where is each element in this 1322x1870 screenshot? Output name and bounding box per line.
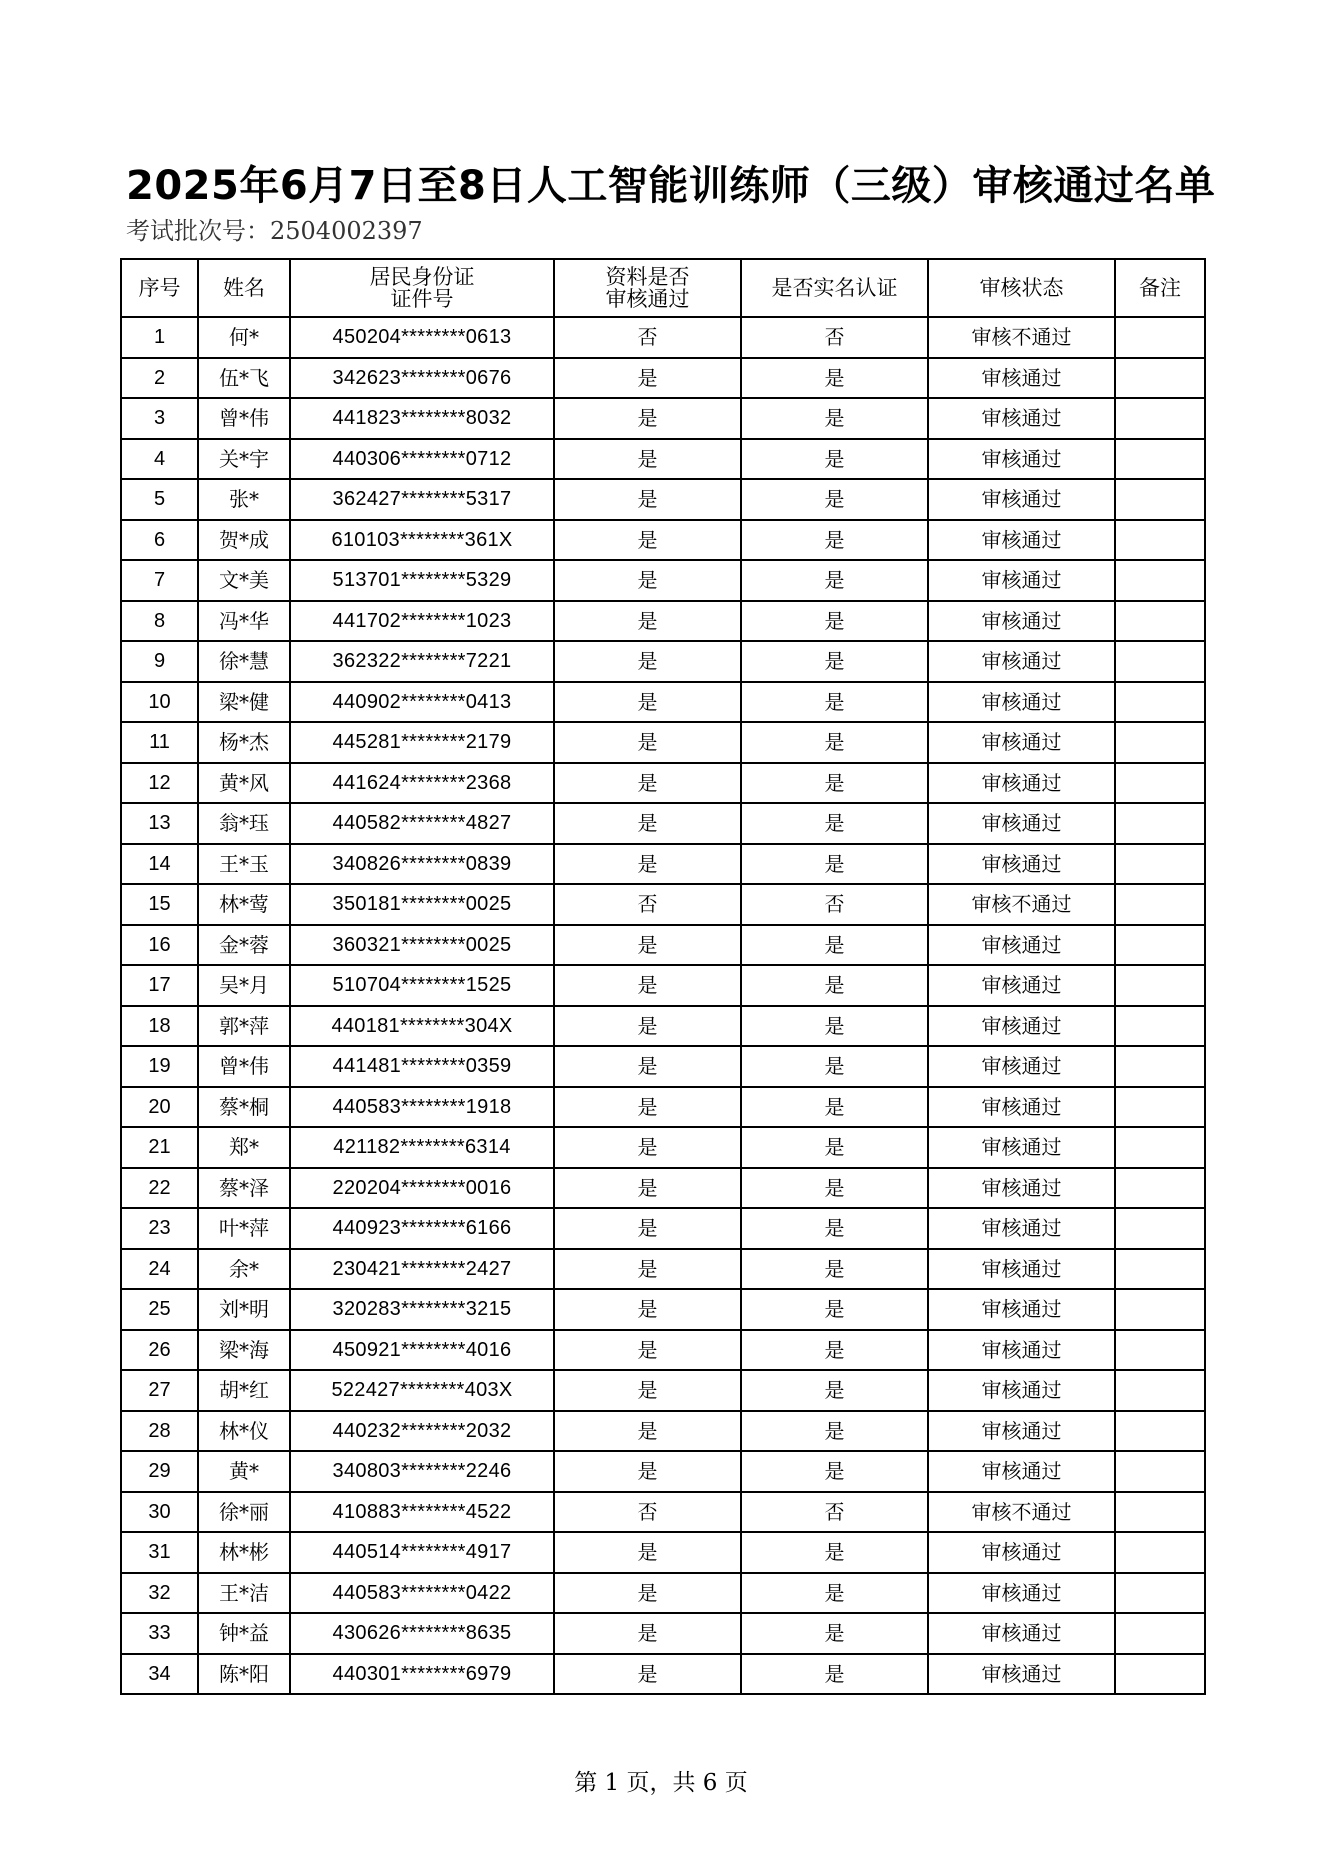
realname-verified: 是: [741, 398, 928, 439]
id-number: 441624********2368: [290, 763, 554, 804]
row-index: 8: [121, 601, 198, 642]
candidate-name: 文*美: [198, 560, 290, 601]
candidate-name: 梁*海: [198, 1330, 290, 1371]
materials-approved: 是: [554, 1127, 741, 1168]
row-index: 14: [121, 844, 198, 885]
page-number: 第 1 页，共 6 页: [574, 1770, 748, 1796]
materials-approved: 是: [554, 1006, 741, 1047]
review-status: 审核通过: [928, 398, 1115, 439]
note-cell: [1115, 479, 1205, 520]
table-row: [121, 560, 1205, 601]
review-status: 审核通过: [928, 722, 1115, 763]
review-status: 审核通过: [928, 1573, 1115, 1614]
review-status: 审核通过: [928, 1208, 1115, 1249]
table-row: [121, 925, 1205, 966]
materials-approved: 是: [554, 1168, 741, 1209]
row-index: 33: [121, 1613, 198, 1654]
note-cell: [1115, 844, 1205, 885]
id-number: 445281********2179: [290, 722, 554, 763]
candidate-name: 徐*丽: [198, 1492, 290, 1533]
review-status: 审核通过: [928, 965, 1115, 1006]
candidate-name: 郭*萍: [198, 1006, 290, 1047]
note-cell: [1115, 1492, 1205, 1533]
note-cell: [1115, 682, 1205, 723]
candidate-name: 钟*益: [198, 1613, 290, 1654]
id-number: 320283********3215: [290, 1289, 554, 1330]
table-row: [121, 965, 1205, 1006]
table-row: [121, 1492, 1205, 1533]
candidate-name: 关*宇: [198, 439, 290, 480]
id-number: 610103********361X: [290, 520, 554, 561]
table-row: [121, 398, 1205, 439]
id-number: 430626********8635: [290, 1613, 554, 1654]
review-status: 审核通过: [928, 1532, 1115, 1573]
realname-verified: 是: [741, 1330, 928, 1371]
table-row: [121, 1654, 1205, 1695]
id-number: 421182********6314: [290, 1127, 554, 1168]
id-number: 440306********0712: [290, 439, 554, 480]
row-index: 21: [121, 1127, 198, 1168]
note-cell: [1115, 925, 1205, 966]
table-row: [121, 803, 1205, 844]
review-status: 审核通过: [928, 1330, 1115, 1371]
materials-approved: 是: [554, 763, 741, 804]
note-cell: [1115, 763, 1205, 804]
materials-approved: 否: [554, 1492, 741, 1533]
realname-verified: 是: [741, 560, 928, 601]
realname-verified: 是: [741, 439, 928, 480]
candidate-name: 蔡*泽: [198, 1168, 290, 1209]
materials-approved: 是: [554, 1532, 741, 1573]
row-index: 20: [121, 1087, 198, 1128]
table-row: [121, 682, 1205, 723]
realname-verified: 是: [741, 601, 928, 642]
table-row: [121, 1573, 1205, 1614]
review-status: 审核通过: [928, 1249, 1115, 1290]
review-status: 审核通过: [928, 520, 1115, 561]
realname-verified: 是: [741, 1127, 928, 1168]
id-number: 340803********2246: [290, 1451, 554, 1492]
id-number: 350181********0025: [290, 884, 554, 925]
candidate-name: 金*蓉: [198, 925, 290, 966]
note-cell: [1115, 358, 1205, 399]
approval-list-table: [120, 258, 1206, 1695]
table-row: [121, 358, 1205, 399]
table-row: [121, 601, 1205, 642]
note-cell: [1115, 1249, 1205, 1290]
review-status: 审核通过: [928, 1087, 1115, 1128]
candidate-name: 贺*成: [198, 520, 290, 561]
review-status: 审核不通过: [928, 1492, 1115, 1533]
note-cell: [1115, 1573, 1205, 1614]
header-index: 序号: [121, 259, 198, 317]
row-index: 17: [121, 965, 198, 1006]
header-id-number: [290, 259, 554, 317]
candidate-name: 曾*伟: [198, 1046, 290, 1087]
review-status: 审核通过: [928, 763, 1115, 804]
materials-approved: 是: [554, 965, 741, 1006]
candidate-name: 叶*萍: [198, 1208, 290, 1249]
note-cell: [1115, 520, 1205, 561]
note-cell: [1115, 1046, 1205, 1087]
candidate-name: 林*仪: [198, 1411, 290, 1452]
note-cell: [1115, 1289, 1205, 1330]
row-index: 32: [121, 1573, 198, 1614]
note-cell: [1115, 439, 1205, 480]
realname-verified: 是: [741, 1046, 928, 1087]
note-cell: [1115, 1330, 1205, 1371]
row-index: 28: [121, 1411, 198, 1452]
table-row: [121, 1006, 1205, 1047]
materials-approved: 是: [554, 439, 741, 480]
realname-verified: 是: [741, 1532, 928, 1573]
row-index: 19: [121, 1046, 198, 1087]
review-status: 审核通过: [928, 601, 1115, 642]
materials-approved: 是: [554, 1208, 741, 1249]
table-row: [121, 1127, 1205, 1168]
header-materials-line1: 资料是否: [605, 265, 690, 289]
id-number: 440902********0413: [290, 682, 554, 723]
row-index: 22: [121, 1168, 198, 1209]
row-index: 4: [121, 439, 198, 480]
realname-verified: 是: [741, 682, 928, 723]
row-index: 5: [121, 479, 198, 520]
row-index: 29: [121, 1451, 198, 1492]
review-status: 审核通过: [928, 358, 1115, 399]
id-number: 450921********4016: [290, 1330, 554, 1371]
row-index: 11: [121, 722, 198, 763]
row-index: 16: [121, 925, 198, 966]
candidate-name: 翁*珏: [198, 803, 290, 844]
id-number: 522427********403X: [290, 1370, 554, 1411]
row-index: 15: [121, 884, 198, 925]
realname-verified: 是: [741, 1006, 928, 1047]
row-index: 6: [121, 520, 198, 561]
row-index: 25: [121, 1289, 198, 1330]
materials-approved: 是: [554, 1249, 741, 1290]
header-id-line1: 居民身份证: [369, 265, 475, 289]
realname-verified: 是: [741, 479, 928, 520]
table-row: [121, 844, 1205, 885]
id-number: 441702********1023: [290, 601, 554, 642]
table-row: [121, 884, 1205, 925]
id-number: 513701********5329: [290, 560, 554, 601]
note-cell: [1115, 1127, 1205, 1168]
candidate-name: 张*: [198, 479, 290, 520]
realname-verified: 是: [741, 1289, 928, 1330]
note-cell: [1115, 398, 1205, 439]
table-row: [121, 1451, 1205, 1492]
candidate-name: 徐*慧: [198, 641, 290, 682]
table-row: [121, 520, 1205, 561]
id-number: 220204********0016: [290, 1168, 554, 1209]
candidate-name: 刘*明: [198, 1289, 290, 1330]
note-cell: [1115, 884, 1205, 925]
note-cell: [1115, 1654, 1205, 1695]
id-number: 440583********1918: [290, 1087, 554, 1128]
materials-approved: 是: [554, 398, 741, 439]
table-row: [121, 1613, 1205, 1654]
row-index: 26: [121, 1330, 198, 1371]
review-status: 审核通过: [928, 439, 1115, 480]
realname-verified: 是: [741, 1573, 928, 1614]
note-cell: [1115, 1208, 1205, 1249]
id-number: 441481********0359: [290, 1046, 554, 1087]
review-status: 审核通过: [928, 1613, 1115, 1654]
row-index: 10: [121, 682, 198, 723]
note-cell: [1115, 1532, 1205, 1573]
realname-verified: 是: [741, 844, 928, 885]
materials-approved: 是: [554, 1613, 741, 1654]
table-row: [121, 1532, 1205, 1573]
row-index: 12: [121, 763, 198, 804]
row-index: 13: [121, 803, 198, 844]
id-number: 440301********6979: [290, 1654, 554, 1695]
table-row: [121, 1208, 1205, 1249]
id-number: 440923********6166: [290, 1208, 554, 1249]
materials-approved: 是: [554, 1087, 741, 1128]
id-number: 410883********4522: [290, 1492, 554, 1533]
id-number: 362427********5317: [290, 479, 554, 520]
row-index: 18: [121, 1006, 198, 1047]
table-row: [121, 1046, 1205, 1087]
id-number: 230421********2427: [290, 1249, 554, 1290]
candidate-name: 杨*杰: [198, 722, 290, 763]
realname-verified: 是: [741, 1370, 928, 1411]
candidate-name: 吴*月: [198, 965, 290, 1006]
row-index: 9: [121, 641, 198, 682]
table-row: [121, 1411, 1205, 1452]
materials-approved: 否: [554, 317, 741, 358]
realname-verified: 是: [741, 1613, 928, 1654]
realname-verified: 是: [741, 1654, 928, 1695]
realname-verified: 是: [741, 925, 928, 966]
review-status: 审核通过: [928, 1046, 1115, 1087]
row-index: 27: [121, 1370, 198, 1411]
candidate-name: 胡*红: [198, 1370, 290, 1411]
id-number: 441823********8032: [290, 398, 554, 439]
candidate-name: 王*玉: [198, 844, 290, 885]
row-index: 2: [121, 358, 198, 399]
id-number: 440514********4917: [290, 1532, 554, 1573]
review-status: 审核通过: [928, 1289, 1115, 1330]
candidate-name: 蔡*桐: [198, 1087, 290, 1128]
note-cell: [1115, 317, 1205, 358]
row-index: 24: [121, 1249, 198, 1290]
table-row: [121, 763, 1205, 804]
materials-approved: 是: [554, 1654, 741, 1695]
realname-verified: 是: [741, 803, 928, 844]
candidate-name: 黄*风: [198, 763, 290, 804]
candidate-name: 王*洁: [198, 1573, 290, 1614]
candidate-name: 何*: [198, 317, 290, 358]
table-row: [121, 1330, 1205, 1371]
table-row: [121, 1370, 1205, 1411]
review-status: 审核通过: [928, 925, 1115, 966]
realname-verified: 是: [741, 1168, 928, 1209]
materials-approved: 是: [554, 560, 741, 601]
id-number: 440181********304X: [290, 1006, 554, 1047]
review-status: 审核通过: [928, 1168, 1115, 1209]
candidate-name: 梁*健: [198, 682, 290, 723]
header-name: 姓名: [198, 259, 290, 317]
id-number: 362322********7221: [290, 641, 554, 682]
candidate-name: 冯*华: [198, 601, 290, 642]
note-cell: [1115, 641, 1205, 682]
realname-verified: 是: [741, 722, 928, 763]
review-status: 审核通过: [928, 1451, 1115, 1492]
materials-approved: 是: [554, 358, 741, 399]
header-review-status: 审核状态: [928, 259, 1115, 317]
table-row: [121, 317, 1205, 358]
id-number: 340826********0839: [290, 844, 554, 885]
table-body: [121, 317, 1205, 1694]
table-row: [121, 1168, 1205, 1209]
candidate-name: 陈*阳: [198, 1654, 290, 1695]
header-note: 备注: [1115, 259, 1205, 317]
note-cell: [1115, 1451, 1205, 1492]
id-number: 510704********1525: [290, 965, 554, 1006]
note-cell: [1115, 1087, 1205, 1128]
review-status: 审核通过: [928, 1127, 1115, 1168]
table-row: [121, 1289, 1205, 1330]
realname-verified: 是: [741, 358, 928, 399]
id-number: 440583********0422: [290, 1573, 554, 1614]
candidate-name: 林*彬: [198, 1532, 290, 1573]
review-status: 审核通过: [928, 1006, 1115, 1047]
document-title: 2025年6月7日至8日人工智能训练师（三级）审核通过名单: [126, 163, 1216, 209]
row-index: 7: [121, 560, 198, 601]
materials-approved: 是: [554, 641, 741, 682]
review-status: 审核通过: [928, 682, 1115, 723]
id-number: 450204********0613: [290, 317, 554, 358]
materials-approved: 是: [554, 1046, 741, 1087]
note-cell: [1115, 1006, 1205, 1047]
row-index: 1: [121, 317, 198, 358]
table-row: [121, 722, 1205, 763]
materials-approved: 是: [554, 844, 741, 885]
materials-approved: 是: [554, 682, 741, 723]
materials-approved: 是: [554, 601, 741, 642]
materials-approved: 否: [554, 884, 741, 925]
review-status: 审核通过: [928, 803, 1115, 844]
realname-verified: 是: [741, 1087, 928, 1128]
row-index: 34: [121, 1654, 198, 1695]
note-cell: [1115, 1168, 1205, 1209]
id-number: 360321********0025: [290, 925, 554, 966]
realname-verified: 否: [741, 884, 928, 925]
realname-verified: 是: [741, 1249, 928, 1290]
realname-verified: 是: [741, 965, 928, 1006]
realname-verified: 是: [741, 763, 928, 804]
materials-approved: 是: [554, 803, 741, 844]
candidate-name: 黄*: [198, 1451, 290, 1492]
table-row: [121, 439, 1205, 480]
row-index: 31: [121, 1532, 198, 1573]
table-row: [121, 479, 1205, 520]
id-number: 440232********2032: [290, 1411, 554, 1452]
realname-verified: 是: [741, 1411, 928, 1452]
realname-verified: 是: [741, 641, 928, 682]
review-status: 审核通过: [928, 560, 1115, 601]
table-header: [121, 259, 1205, 317]
realname-verified: 否: [741, 317, 928, 358]
exam-batch-number: 考试批次号：2504002397: [126, 217, 423, 245]
review-status: 审核不通过: [928, 317, 1115, 358]
review-status: 审核通过: [928, 641, 1115, 682]
note-cell: [1115, 965, 1205, 1006]
row-index: 3: [121, 398, 198, 439]
review-status: 审核通过: [928, 1370, 1115, 1411]
header-id-line2: 证件号: [390, 287, 454, 311]
note-cell: [1115, 1613, 1205, 1654]
candidate-name: 林*莺: [198, 884, 290, 925]
materials-approved: 是: [554, 520, 741, 561]
review-status: 审核通过: [928, 844, 1115, 885]
note-cell: [1115, 722, 1205, 763]
table-row: [121, 1087, 1205, 1128]
materials-approved: 是: [554, 722, 741, 763]
realname-verified: 是: [741, 520, 928, 561]
id-number: 342623********0676: [290, 358, 554, 399]
table-row: [121, 1249, 1205, 1290]
review-status: 审核通过: [928, 479, 1115, 520]
header-realname-verified: 是否实名认证: [741, 259, 928, 317]
materials-approved: 是: [554, 1330, 741, 1371]
note-cell: [1115, 1370, 1205, 1411]
id-number: 440582********4827: [290, 803, 554, 844]
header-row: [121, 259, 1205, 317]
note-cell: [1115, 560, 1205, 601]
materials-approved: 是: [554, 925, 741, 966]
candidate-name: 郑*: [198, 1127, 290, 1168]
realname-verified: 是: [741, 1451, 928, 1492]
materials-approved: 是: [554, 1370, 741, 1411]
realname-verified: 是: [741, 1208, 928, 1249]
candidate-name: 曾*伟: [198, 398, 290, 439]
header-materials-line2: 审核通过: [605, 287, 690, 311]
row-index: 30: [121, 1492, 198, 1533]
materials-approved: 是: [554, 479, 741, 520]
candidate-name: 余*: [198, 1249, 290, 1290]
materials-approved: 是: [554, 1451, 741, 1492]
review-status: 审核通过: [928, 1654, 1115, 1695]
materials-approved: 是: [554, 1289, 741, 1330]
realname-verified: 否: [741, 1492, 928, 1533]
note-cell: [1115, 803, 1205, 844]
note-cell: [1115, 601, 1205, 642]
review-status: 审核不通过: [928, 884, 1115, 925]
materials-approved: 是: [554, 1573, 741, 1614]
table-row: [121, 641, 1205, 682]
review-status: 审核通过: [928, 1411, 1115, 1452]
header-materials-approved: [554, 259, 741, 317]
materials-approved: 是: [554, 1411, 741, 1452]
row-index: 23: [121, 1208, 198, 1249]
candidate-name: 伍*飞: [198, 358, 290, 399]
note-cell: [1115, 1411, 1205, 1452]
